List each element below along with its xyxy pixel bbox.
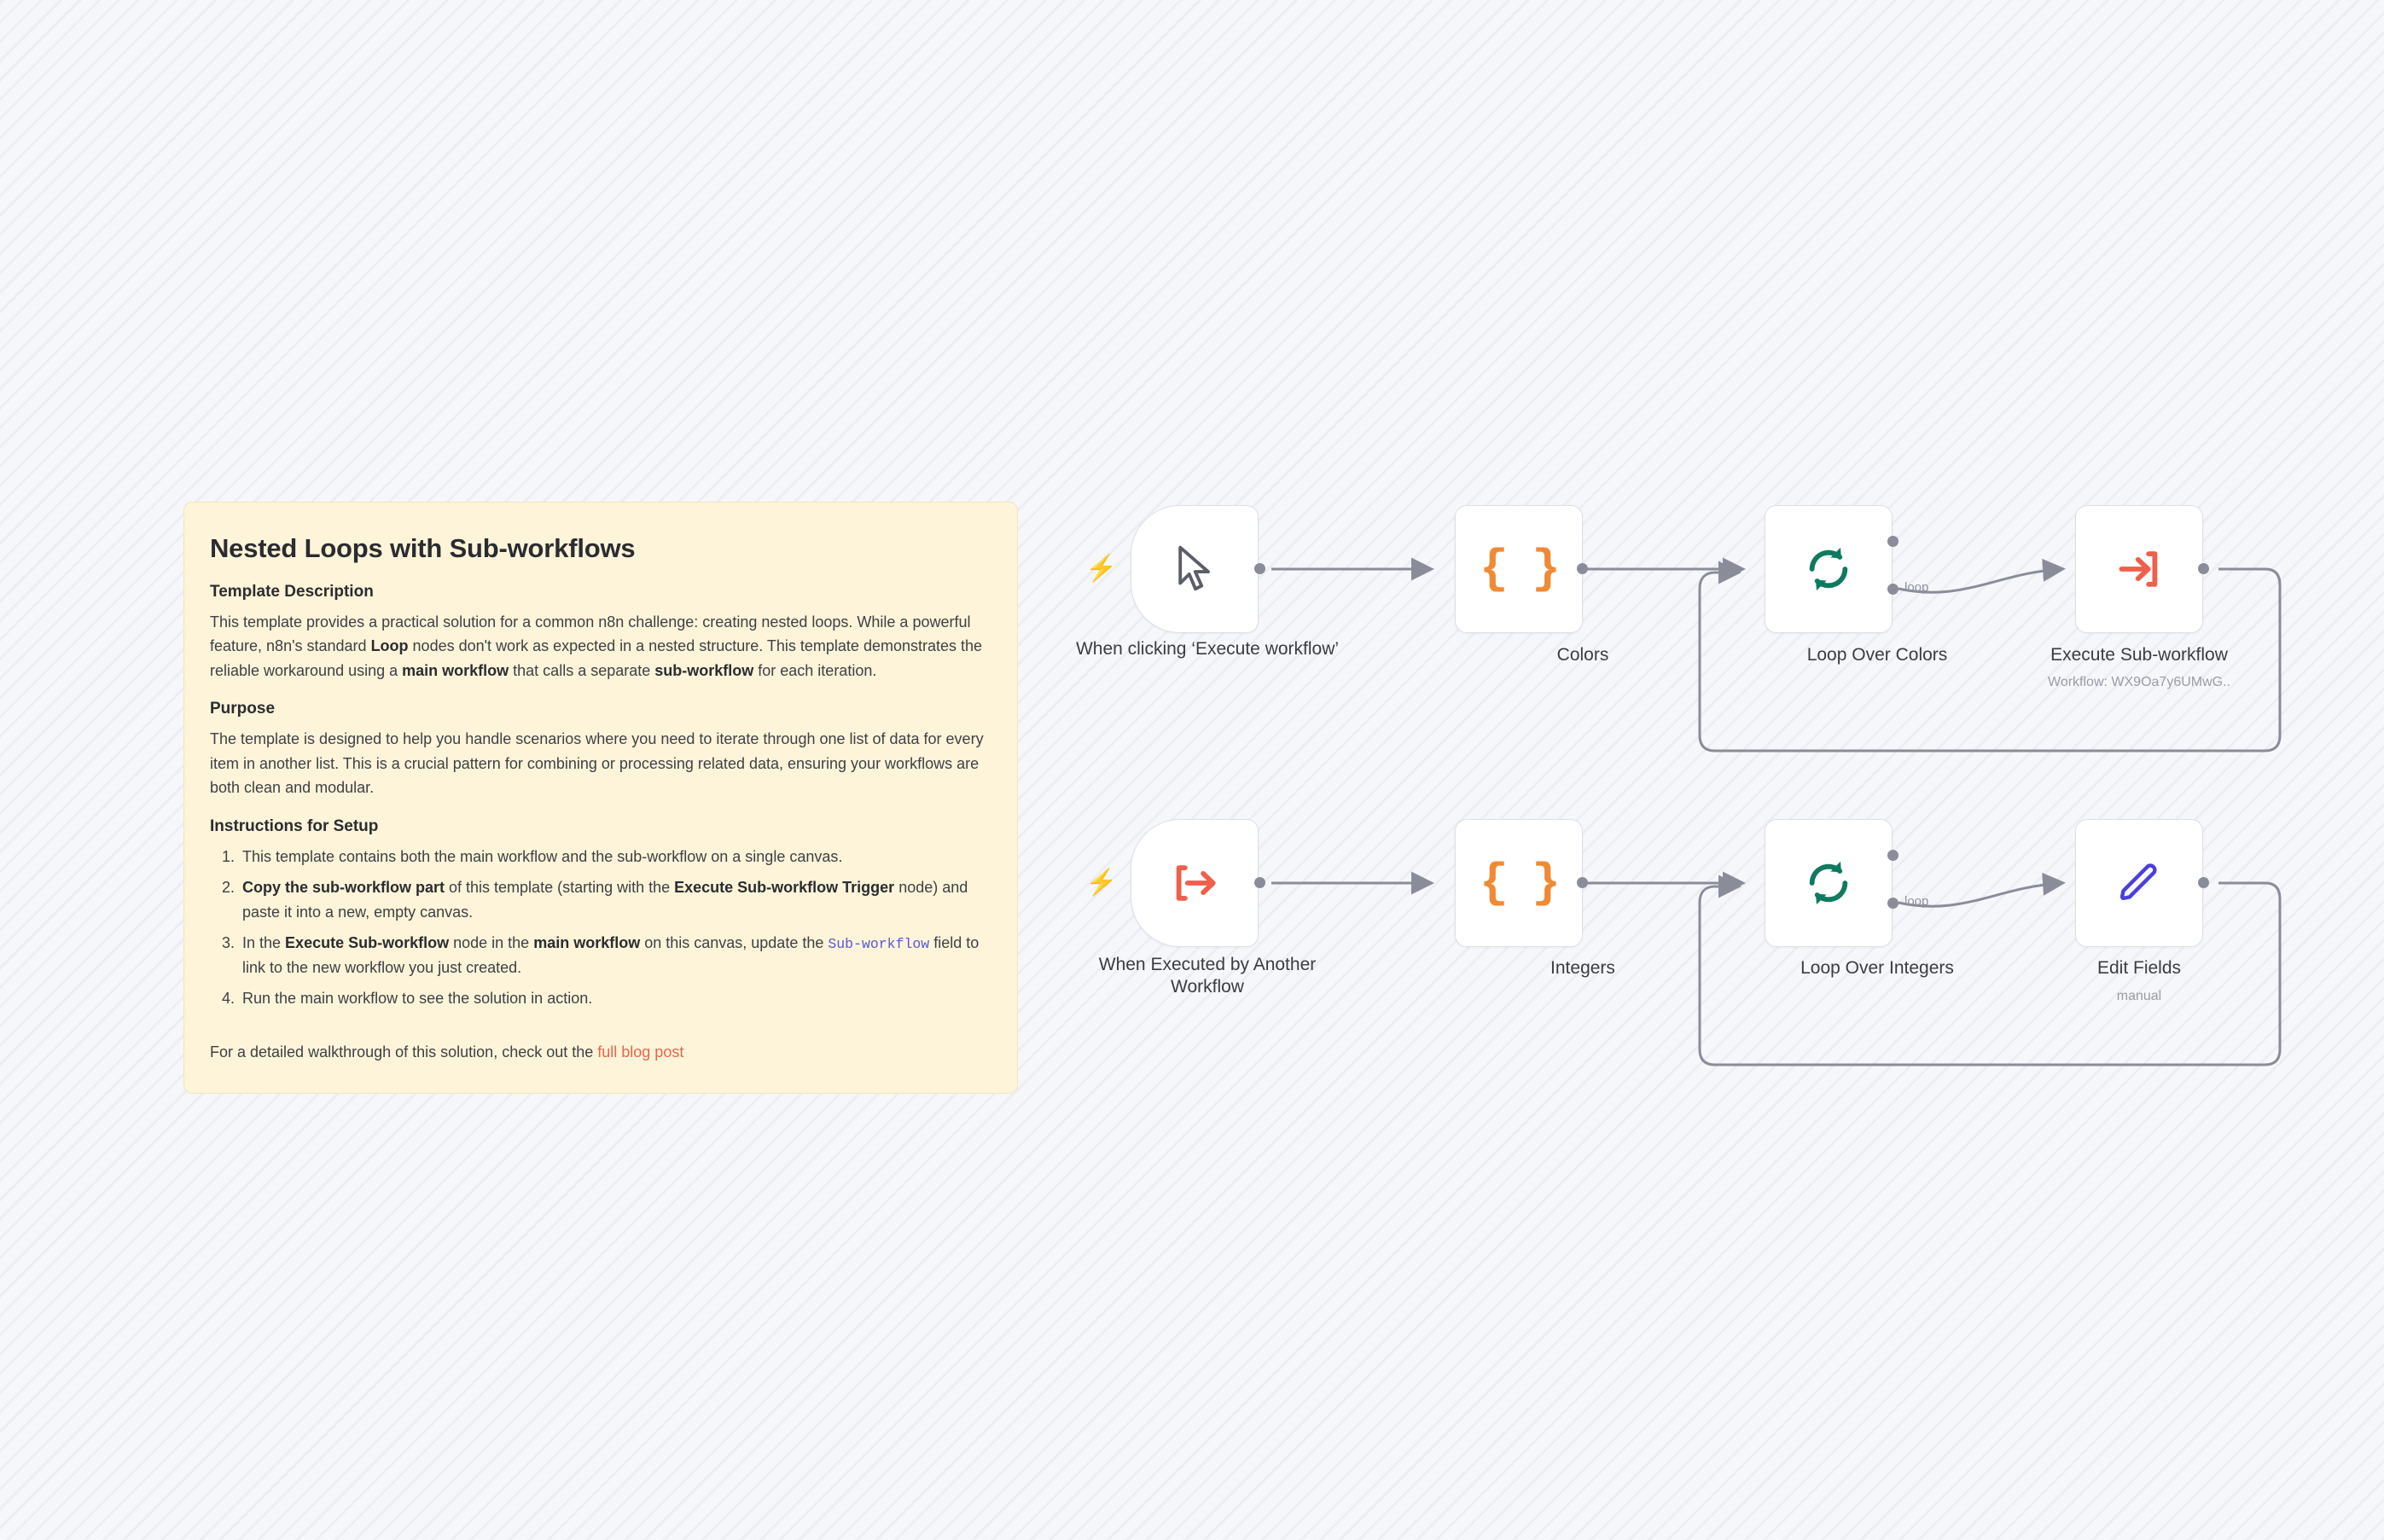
step-2-bold-trigger: Execute Sub-workflow Trigger (674, 879, 895, 897)
desc-part-1: This template provides a practical solution for a common n8n challenge: creating nested loops. While a powerful feature, n8n's standard (210, 613, 971, 655)
node-output-dot[interactable] (1577, 877, 1588, 888)
node-colors[interactable] (1455, 505, 1583, 633)
page-title: Nested Loops with Sub-workflows (210, 533, 636, 563)
node-execute-sub-workflow[interactable] (2075, 505, 2203, 633)
code-braces-icon: { } (1480, 542, 1558, 596)
node-edit-fields[interactable] (2075, 819, 2203, 947)
node-output-dot[interactable] (2198, 563, 2209, 574)
step-3-bold-main: main workflow (533, 933, 641, 951)
loop-output-label: loop (1904, 580, 1929, 595)
node-sublabel-edit-fields: manual (2116, 989, 2162, 1003)
purpose-paragraph: The template is designed to help you handle scenarios where you need to iterate through one list of data for every item in another list. This is a crucial pattern for combining or processing related data, ensuring your workflows are both clean and modular. (210, 730, 984, 797)
trigger-bolt-icon: ⚡ (1085, 869, 1118, 897)
execute-subworkflow-icon (2114, 544, 2164, 594)
node-sublabel-execute-sub-workflow: Workflow: WX9Oa7y6UMwG.. (2048, 675, 2230, 689)
node-integers[interactable] (1455, 819, 1583, 947)
step-3-part-2: node in the (449, 933, 534, 951)
section-heading-purpose: Purpose (210, 700, 276, 718)
desc-bold-sub-workflow: sub-workflow (654, 661, 754, 679)
node-label-colors: Colors (1556, 645, 1609, 665)
step-3-bold-node: Execute Sub-workflow (285, 933, 450, 951)
node-loop-over-integers[interactable] (1765, 819, 1893, 947)
node-output-dot-loop[interactable] (1887, 584, 1898, 595)
loop-icon (1804, 858, 1853, 908)
step-2-part-2: node) and paste it into a new, empty canvas. (242, 879, 968, 921)
footer-text: For a detailed walkthrough of this solution, check out the (210, 1043, 598, 1061)
node-label-execute-sub-workflow: Execute Sub-workflow (2050, 645, 2228, 665)
step-4-text: Run the main workflow to see the solution in action. (242, 990, 593, 1008)
node-label-integers: Integers (1550, 958, 1615, 978)
step-1-text: This template contains both the main workflow and the sub-workflow on a single canvas. (242, 847, 843, 865)
desc-part-2: nodes don't work as expected in a nested structure. This template demonstrates the reliable workaround using a (210, 637, 983, 679)
node-output-dot-done[interactable] (1887, 536, 1898, 547)
pencil-icon (2115, 859, 2163, 907)
blog-post-link[interactable]: full blog post (597, 1043, 684, 1061)
step-3-part-3: on this canvas, update the (640, 933, 829, 951)
desc-part-3: that calls a separate (509, 661, 655, 679)
step-3-part-1: In the (242, 933, 286, 951)
step-3-part-4: field to link to the new workflow you just created. (242, 933, 980, 976)
node-output-dot[interactable] (2198, 877, 2209, 888)
node-loop-over-colors[interactable] (1765, 505, 1893, 633)
node-label-edit-fields: Edit Fields (2096, 958, 2182, 978)
step-2-bold-copy: Copy the sub-workflow part (242, 879, 445, 897)
section-heading-template-description: Template Description (210, 583, 374, 601)
node-output-dot[interactable] (1254, 563, 1265, 574)
node-label-when-clicking-execute-workflow: When clicking ‘Execute workflow’ (1075, 639, 1340, 659)
node-label-when-executed-by-another-workflow: When Executed by Another Workflow (1098, 955, 1317, 997)
node-label-loop-over-colors: Loop Over Colors (1806, 645, 1948, 665)
desc-bold-main-workflow: main workflow (402, 661, 509, 679)
step-3-code-field: Sub-workflow (828, 935, 930, 952)
node-output-dot-done[interactable] (1887, 850, 1898, 861)
desc-part-4: for each iteration. (753, 661, 877, 679)
node-output-dot[interactable] (1254, 877, 1265, 888)
loop-icon (1804, 544, 1853, 594)
node-output-dot[interactable] (1577, 563, 1588, 574)
code-braces-icon: { } (1480, 856, 1558, 910)
trigger-bolt-icon: ⚡ (1085, 555, 1118, 583)
node-label-loop-over-integers: Loop Over Integers (1800, 958, 1954, 978)
node-when-clicking-execute-workflow[interactable] (1131, 505, 1259, 633)
cursor-icon (1168, 543, 1221, 596)
desc-bold-loop: Loop (370, 637, 409, 655)
node-output-dot-loop[interactable] (1887, 898, 1898, 909)
subworkflow-trigger-icon (1170, 858, 1219, 908)
node-when-executed-by-another-workflow[interactable] (1131, 819, 1259, 947)
loop-output-label: loop (1904, 894, 1929, 909)
step-2-part-1: of this template (starting with the (445, 879, 675, 897)
section-heading-instructions: Instructions for Setup (210, 816, 379, 835)
